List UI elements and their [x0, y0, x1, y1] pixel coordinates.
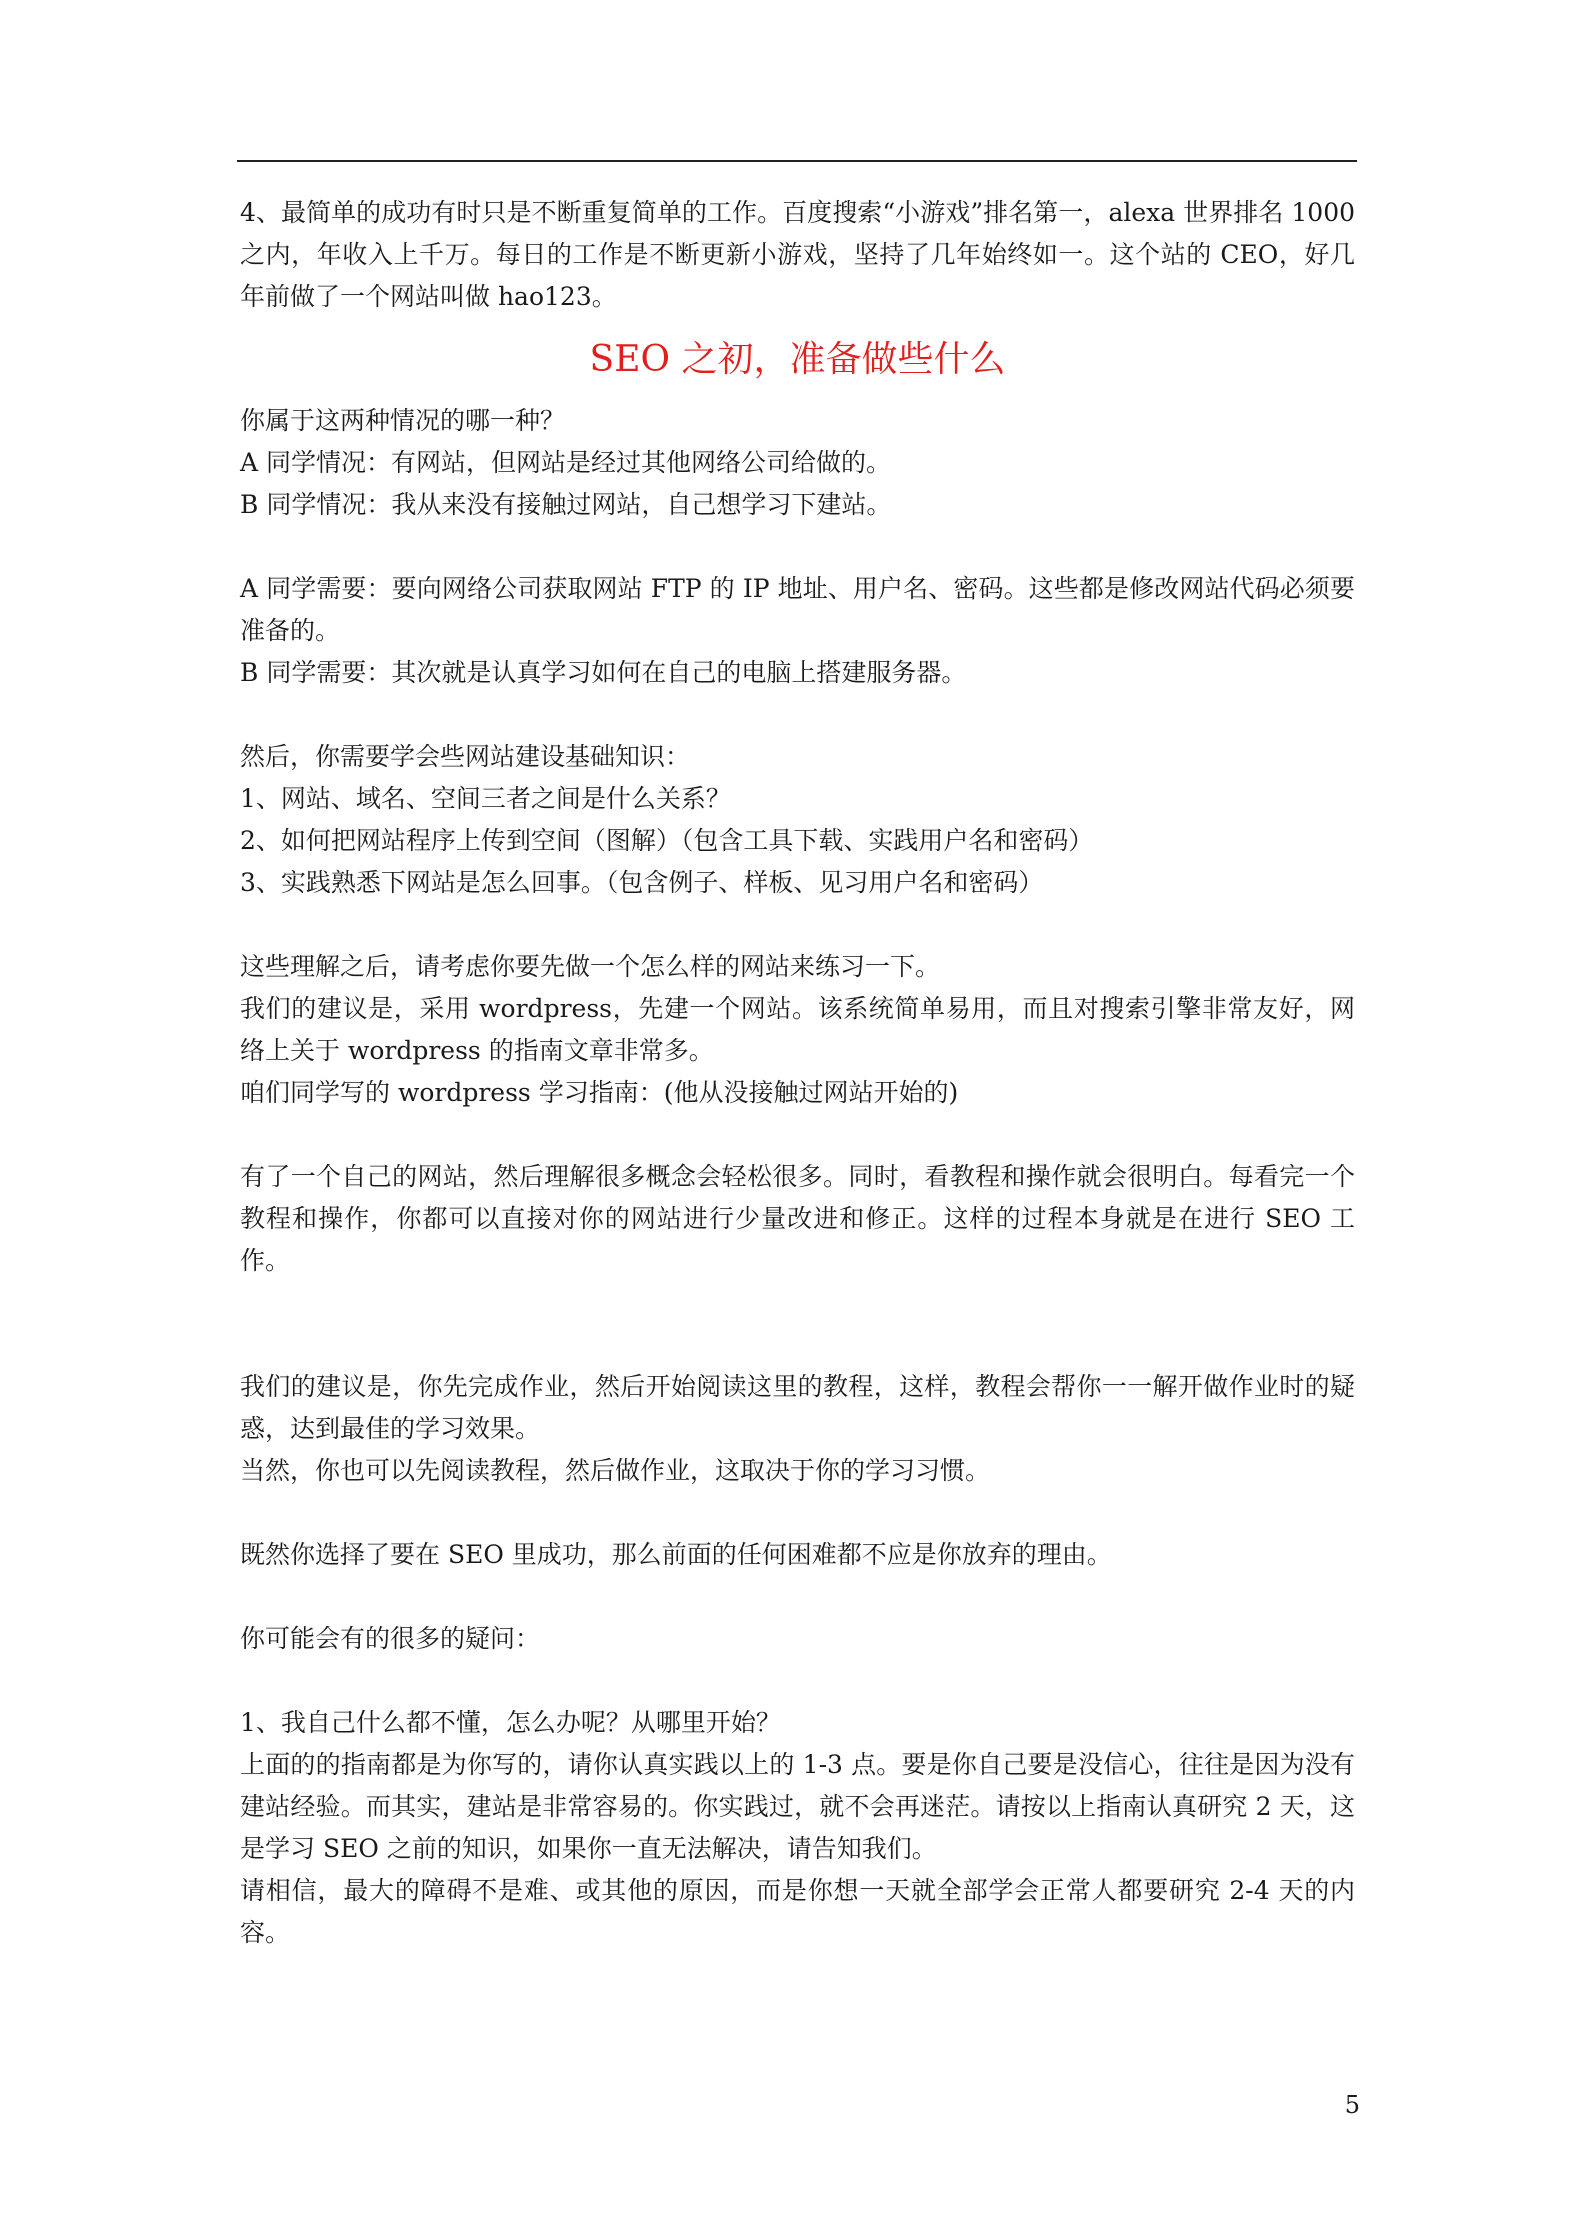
page-number: 5 [1344, 2091, 1360, 2119]
faq-question-1: 1、我自己什么都不懂，怎么办呢？从哪里开始？ [240, 1708, 781, 1737]
basics-item-1: 1、网站、域名、空间三者之间是什么关系？ [240, 784, 731, 813]
question-which-case: 你属于这两种情况的哪一种？ [240, 406, 566, 435]
header-rule [237, 160, 1357, 162]
practice-wordpress-advice: 我们的建议是，采用 wordpress，先建一个网站。该系统简单易用，而且对搜索引擎非常友好，网络上关于 wordpress 的指南文章非常多。 [240, 994, 1355, 1065]
suggestion-paragraph: 我们的建议是，你先完成作业，然后开始阅读这里的教程，这样，教程会帮你一一解开做作业时的疑惑，达到最佳的学习效果。 [240, 1372, 1355, 1443]
own-site-paragraph: 有了一个自己的网站，然后理解很多概念会轻松很多。同时，看教程和操作就会很明白。每看完一个教程和操作，你都可以直接对你的网站进行少量改进和修正。这样的过程本身就是在进行 SEO 工作。 [240, 1162, 1355, 1275]
faq-answer-1-note: 请相信，最大的障碍不是难、或其他的原因，而是你想一天就全部学会正常人都要研究 2-4 天的内容。 [240, 1876, 1355, 1947]
basics-item-2: 2、如何把网站程序上传到空间（图解）（包含工具下载、实践用户名和密码） [240, 826, 1094, 855]
practice-intro: 这些理解之后，请考虑你要先做一个怎么样的网站来练习一下。 [240, 952, 941, 981]
basics-item-3: 3、实践熟悉下网站是怎么回事。（包含例子、样板、见习用户名和密码） [240, 868, 1044, 897]
intro-paragraph-4: 4、最简单的成功有时只是不断重复简单的工作。百度搜索“小游戏”排名第一，alexa 世界排名 1000 之内，年收入上千万。每日的工作是不断更新小游戏，坚持了几年始终如一。这个站的 CEO，好几年前做了一个网站叫做 hao123。 [240, 198, 1355, 311]
need-b: B 同学需要：其次就是认真学习如何在自己的电脑上搭建服务器。 [240, 658, 967, 687]
practice-wordpress-guide: 咱们同学写的 wordpress 学习指南：(他从没接触过网站开始的) [240, 1078, 959, 1107]
basics-intro: 然后，你需要学会些网站建设基础知识： [240, 742, 691, 771]
suggestion-alternative: 当然，你也可以先阅读教程，然后做作业，这取决于你的学习习惯。 [240, 1456, 991, 1485]
faq-answer-1: 上面的的指南都是为你写的，请你认真实践以上的 1-3 点。要是你自己要是没信心，往往是因为没有建站经验。而其实，建站是非常容易的。你实践过，就不会再迷茫。请按以上指南认真研究 2 天，这是学习 SEO 之前的知识，如果你一直无法解决，请告知我们。 [240, 1750, 1355, 1863]
case-a: A 同学情况：有网站，但网站是经过其他网络公司给做的。 [240, 448, 892, 477]
need-a: A 同学需要：要向网络公司获取网站 FTP 的 IP 地址、用户名、密码。这些都是修改网站代码必须要准备的。 [240, 574, 1355, 645]
choose-seo-paragraph: 既然你选择了要在 SEO 里成功，那么前面的任何困难都不应是你放弃的理由。 [240, 1540, 1112, 1569]
page-content [240, 192, 1355, 1954]
doubts-heading: 你可能会有的很多的疑问： [240, 1624, 541, 1653]
section-title: SEO 之初，准备做些什么 [589, 339, 1006, 380]
case-b: B 同学情况：我从来没有接触过网站，自己想学习下建站。 [240, 490, 892, 519]
